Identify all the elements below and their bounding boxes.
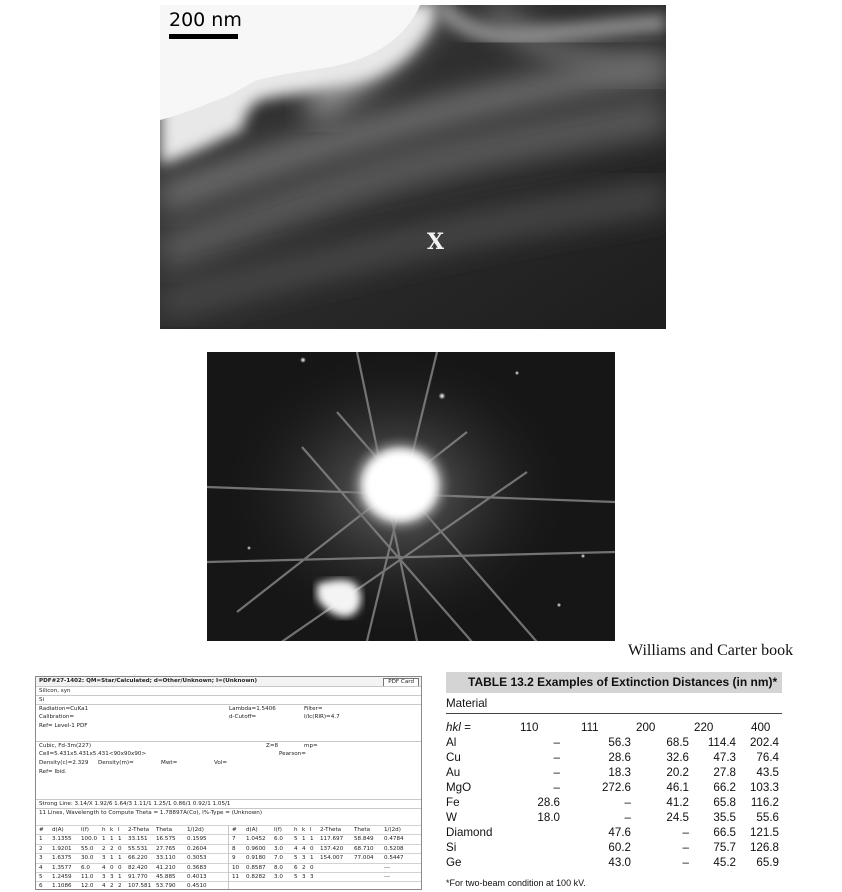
pdf-lines-right-cell: 58.849 (354, 836, 374, 843)
value-cell: – (624, 811, 631, 824)
pdf-lines-left-cell: 1 (39, 836, 43, 843)
pdf-lines-right-cell: 11 (232, 873, 240, 880)
pdf-lines-left-cell: 27.765 (156, 845, 176, 852)
table-title: TABLE 13.2 Examples of Extinction Distances (in nm)* (446, 672, 782, 693)
pdf-lines-left-cell: 1 (118, 855, 122, 862)
pdf-lines-left-cell: 1.9201 (52, 845, 72, 852)
pdf-lines-left-cell: 91.770 (128, 873, 148, 880)
pdf-lines-right-cell: 0 (310, 845, 314, 852)
pdf-lines-left-cell: 3.1355 (52, 836, 72, 843)
molecular-weight: Mwt= (161, 760, 178, 766)
value-cell: 56.3 (608, 736, 631, 749)
kikuchi-pattern (207, 352, 615, 641)
value-cell: 66.5 (713, 826, 736, 839)
column-header-220: 220 (694, 721, 714, 734)
pdf-card-badge: PDF Card (383, 678, 419, 687)
pdf-lines-right-cell: 1.0452 (246, 836, 266, 843)
value-cell: 75.7 (713, 841, 736, 854)
pdf-lines-right-cell: 2 (302, 864, 306, 871)
value-cell: – (553, 736, 560, 749)
pdf-lines-left-cell: 1 (110, 855, 114, 862)
pdf-lines-right-cell: --- (384, 864, 391, 871)
value-cell: – (682, 856, 689, 869)
value-cell: 65.8 (713, 796, 736, 809)
pdf-lines-right-cell: 3.0 (274, 873, 283, 880)
pdf-lines-left-cell: 66.220 (128, 855, 148, 862)
column-header-110: 110 (520, 721, 539, 734)
pdf-lines-right-cell: h (294, 827, 298, 833)
radiation: Radiation=CuKa1 (39, 706, 89, 712)
pdf-lines-right-cell: Theta (354, 827, 371, 833)
table-row (446, 780, 782, 795)
value-cell: 43.0 (608, 856, 631, 869)
pdf-lines-left-cell: # (39, 827, 44, 833)
pdf-lines-left-cell: 1.6375 (52, 855, 72, 862)
pdf-lines-right-cell: --- (384, 873, 391, 880)
material-cell: Cu (446, 751, 461, 764)
pdf-lines-right-cell: 7.0 (274, 855, 283, 862)
calibration: Calibration= (39, 714, 75, 720)
material-cell: Au (446, 766, 461, 779)
value-cell: 18.3 (608, 766, 631, 779)
value-cell: 28.6 (608, 751, 631, 764)
pdf-lines-left-cell: 1/(2d) (187, 827, 204, 833)
material-cell: W (446, 811, 457, 824)
i-ic-rir: I/Ic(RIR)=4.7 (304, 714, 340, 720)
pdf-lines-right-cell: 3 (302, 855, 306, 862)
value-cell: – (682, 826, 689, 839)
density-measured: Density(m)= (98, 760, 134, 766)
table-row (446, 750, 782, 765)
pdf-lines-left-cell: 0.3053 (187, 855, 207, 862)
pdf-lines-right-cell: 9 (232, 855, 236, 862)
pdf-lines-left-cell: I(f) (81, 827, 89, 833)
pdf-lines-right-cell: 5 (294, 855, 298, 862)
value-cell: 32.6 (666, 751, 689, 764)
pdf-lines-left-cell: 3 (102, 855, 106, 862)
pdf-lines-right-cell: d(A) (246, 827, 258, 833)
pdf-lines-left-cell: 2 (118, 883, 122, 890)
pdf-lines-left-cell: 55.531 (128, 845, 148, 852)
region-marker-x: X (427, 229, 445, 255)
pdf-lines-right-cell: l (310, 827, 312, 833)
pdf-lines-left-cell: 6.0 (81, 864, 90, 871)
pdf-lines-left-cell: 0 (118, 864, 122, 871)
pdf-lines-right-cell: k (302, 827, 306, 833)
value-cell: 66.2 (713, 781, 736, 794)
pdf-lines-right-cell: 0.5208 (384, 845, 404, 852)
value-cell: 27.8 (713, 766, 736, 779)
material-cell: Diamond (446, 826, 493, 839)
pdf-lines-right-cell: 0.4784 (384, 836, 404, 843)
pdf-lines-left-cell: l (118, 827, 120, 833)
table-row (446, 795, 782, 810)
value-cell: 272.6 (601, 781, 631, 794)
pdf-lines-right-cell: 1/(2d) (384, 827, 401, 833)
pearson: Pearson= (279, 751, 306, 757)
pdf-lines-left-cell: 55.0 (81, 845, 94, 852)
value-cell: 76.4 (756, 751, 779, 764)
compound-name: Silicon, syn (39, 688, 71, 694)
pdf-lines-right-cell: 4 (302, 845, 306, 852)
pdf-lines-left-cell: 5 (39, 873, 43, 880)
strong-lines: Strong Line: 3.14/X 1.92/6 1.64/3 1.11/1 1.25/1 0.86/1 0.92/1 1.05/1 (39, 801, 231, 807)
tem-contrast-bands (160, 5, 666, 329)
d-cutoff: d-Cutoff= (229, 714, 257, 720)
pdf-lines-left-cell: 33.151 (128, 836, 148, 843)
header-rule (446, 713, 782, 714)
pdf-lines-left-cell: 4 (102, 864, 106, 871)
pdf-lines-right-cell: 1 (302, 836, 306, 843)
value-cell: 18.0 (537, 811, 560, 824)
pdf-lines-left-cell: 4 (39, 864, 43, 871)
pdf-lines-right-cell: 1 (310, 855, 314, 862)
pdf-lines-right-cell: 1 (310, 836, 314, 843)
material-header: Material (446, 697, 488, 710)
value-cell: – (682, 841, 689, 854)
melting-point: mp= (304, 743, 318, 749)
table-header-row (446, 720, 782, 735)
column-header-400: 400 (751, 721, 771, 734)
density-calculated: Density(c)=2.329 (39, 760, 89, 766)
pdf-lines-left-cell: 2 (102, 845, 106, 852)
material-cell: Si (446, 841, 457, 854)
pdf-lines-right-cell: 7 (232, 836, 236, 843)
cell-volume: Vol= (214, 760, 228, 766)
pdf-lines-left-cell: 0.1595 (187, 836, 207, 843)
pdf-lines-left-cell: 30.0 (81, 855, 94, 862)
pdf-lines-left-cell: 11.0 (81, 873, 94, 880)
value-cell: 121.5 (749, 826, 779, 839)
pdf-lines-left-cell: 2-Theta (128, 827, 150, 833)
value-cell: – (553, 751, 560, 764)
pdf-card-title: PDF#27-1402: QM=Star/Calculated; d=Other/Unknown; I=(Unknown) (39, 678, 258, 684)
reference-2: Ref= Ibid. (39, 769, 67, 775)
value-cell: 103.3 (749, 781, 779, 794)
compound-formula: Si (39, 697, 45, 703)
pdf-lines-left-cell: 45.885 (156, 873, 176, 880)
pdf-lines-left-cell: 1.3577 (52, 864, 72, 871)
table-row (446, 825, 782, 840)
pdf-lines-right-cell: 68.710 (354, 845, 374, 852)
filter: Filter= (304, 706, 323, 712)
lambda: Lambda=1.5406 (229, 706, 276, 712)
value-cell: 28.6 (537, 796, 560, 809)
lines-info: 11 Lines, Wavelength to Compute Theta = 1.78897A(Co), I%-Type = (Unknown) (39, 810, 263, 816)
pdf-lines-left-cell: 3 (102, 873, 106, 880)
material-cell: Fe (446, 796, 460, 809)
value-cell: 126.8 (749, 841, 779, 854)
pdf-lines-left-cell: 0.2604 (187, 845, 207, 852)
table-row (446, 765, 782, 780)
value-cell: – (553, 766, 560, 779)
pdf-lines-left-cell: 41.210 (156, 864, 176, 871)
value-cell: 60.2 (608, 841, 631, 854)
pdf-lines-right-cell: 2-Theta (320, 827, 342, 833)
value-cell: 114.4 (707, 736, 736, 749)
value-cell: – (624, 796, 631, 809)
scale-bar-label: 200 nm (169, 9, 242, 31)
extinction-distance-table (446, 672, 782, 890)
tem-micrograph (160, 5, 666, 329)
value-cell: 20.2 (666, 766, 689, 779)
pdf-lines-right-cell: 0.8282 (246, 873, 266, 880)
pdf-lines-right-cell: # (232, 827, 237, 833)
table-divider (228, 825, 229, 889)
pdf-lines-left-cell: 2 (110, 883, 114, 890)
table-body (446, 720, 782, 870)
pdf-lines-left-cell: 2 (39, 845, 43, 852)
pdf-lines-left-cell: 0.4510 (187, 883, 207, 890)
table-row (446, 735, 782, 750)
table-footnote: *For two-beam condition at 100 kV. (446, 878, 586, 888)
diffraction-pattern (207, 352, 615, 641)
pdf-lines-left-cell: 1 (118, 836, 122, 843)
material-cell: Al (446, 736, 457, 749)
value-cell: 116.2 (750, 796, 779, 809)
scale-bar (169, 34, 238, 39)
pdf-lines-left-cell: 1.2459 (52, 873, 72, 880)
pdf-lines-right-cell: 3.0 (274, 845, 283, 852)
pdf-lines-left-cell: 0 (110, 864, 114, 871)
pdf-lines-left-cell: 6 (39, 883, 43, 890)
table-row (446, 840, 782, 855)
value-cell: 35.5 (713, 811, 736, 824)
column-header-111: 111 (581, 721, 599, 734)
hkl-label: hkl = (446, 721, 471, 734)
pdf-lines-right-cell: 137.420 (320, 845, 344, 852)
pdf-lines-right-cell: 8.0 (274, 864, 283, 871)
pdf-lines-left-cell: 1 (118, 873, 122, 880)
table-row (446, 810, 782, 825)
pdf-lines-right-cell: 117.697 (320, 836, 344, 843)
pdf-lines-left-cell: 82.420 (128, 864, 148, 871)
pdf-lines-right-cell: 6.0 (274, 836, 283, 843)
value-cell: 46.1 (666, 781, 689, 794)
reference-1: Ref= Level-1 PDF (39, 723, 88, 729)
pdf-lines-left-cell: d(A) (52, 827, 64, 833)
pdf-lines-left-cell: 16.575 (156, 836, 176, 843)
pdf-lines-right-cell: 0.9180 (246, 855, 266, 862)
pdf-lines-right-cell: I(f) (274, 827, 282, 833)
pdf-lines-right-cell: 5 (294, 836, 298, 843)
pdf-lines-left-cell: 12.0 (81, 883, 94, 890)
pdf-lines-right-cell: 10 (232, 864, 240, 871)
z-value: Z=8 (266, 743, 279, 749)
pdf-lines-left-cell: 1 (102, 836, 106, 843)
value-cell: – (553, 781, 560, 794)
pdf-lines-right-cell: 77.004 (354, 855, 374, 862)
crystal-system: Cubic, Fd-3m(227) (39, 743, 92, 749)
value-cell: 47.3 (713, 751, 736, 764)
pdf-lines-left-cell: 0 (118, 845, 122, 852)
cell-parameters: Cell=5.431x5.431x5.431<90x90x90> (39, 751, 147, 757)
value-cell: 43.5 (756, 766, 779, 779)
pdf-card-header (36, 677, 421, 686)
pdf-lines-right-cell: 5 (294, 873, 298, 880)
pdf-lines-left-cell: Theta (156, 827, 173, 833)
pdf-lines-right-cell: 0 (310, 864, 314, 871)
pdf-lines-left-cell: 100.0 (81, 836, 98, 843)
value-cell: 41.2 (666, 796, 689, 809)
value-cell: 68.5 (666, 736, 689, 749)
pdf-lines-left-cell: 53.790 (156, 883, 176, 890)
source-caption: Williams and Carter book (628, 642, 794, 659)
pdf-lines-left-cell: 0.4013 (187, 873, 207, 880)
value-cell: 55.6 (756, 811, 779, 824)
pdf-lines-right-cell: 4 (294, 845, 298, 852)
value-cell: 202.4 (749, 736, 779, 749)
pdf-lines-left-cell: 1.1086 (52, 883, 72, 890)
pdf-lines-left-cell: 1 (110, 836, 114, 843)
pdf-card (35, 676, 422, 890)
pdf-lines-left-cell: 2 (110, 845, 114, 852)
material-cell: MgO (446, 781, 472, 794)
pdf-lines-right-cell: 6 (294, 864, 298, 871)
pdf-lines-right-cell: 154.007 (320, 855, 344, 862)
pdf-lines-left-cell: 33.110 (156, 855, 176, 862)
pdf-lines-right-cell: 0.8587 (246, 864, 266, 871)
material-cell: Ge (446, 856, 462, 869)
value-cell: 65.9 (756, 856, 779, 869)
column-header-200: 200 (636, 721, 656, 734)
pdf-lines-right-cell: 0.9600 (246, 845, 266, 852)
pdf-lines-left-cell: 3 (110, 873, 114, 880)
pdf-lines-right-cell: 8 (232, 845, 236, 852)
table-row (446, 855, 782, 870)
value-cell: 24.5 (666, 811, 689, 824)
pdf-lines-right-cell: 0.5447 (384, 855, 404, 862)
value-cell: 45.2 (713, 856, 736, 869)
pdf-lines-right-cell: 3 (310, 873, 314, 880)
pdf-lines-left-cell: h (102, 827, 106, 833)
pdf-lines-left-cell: 0.3683 (187, 864, 207, 871)
pdf-lines-right-cell: 3 (302, 873, 306, 880)
pdf-lines-left-cell: 3 (39, 855, 43, 862)
value-cell: 47.6 (608, 826, 631, 839)
pdf-lines-left-cell: k (110, 827, 114, 833)
pdf-lines-left-cell: 4 (102, 883, 106, 890)
pdf-lines-left-cell: 107.581 (128, 883, 152, 890)
